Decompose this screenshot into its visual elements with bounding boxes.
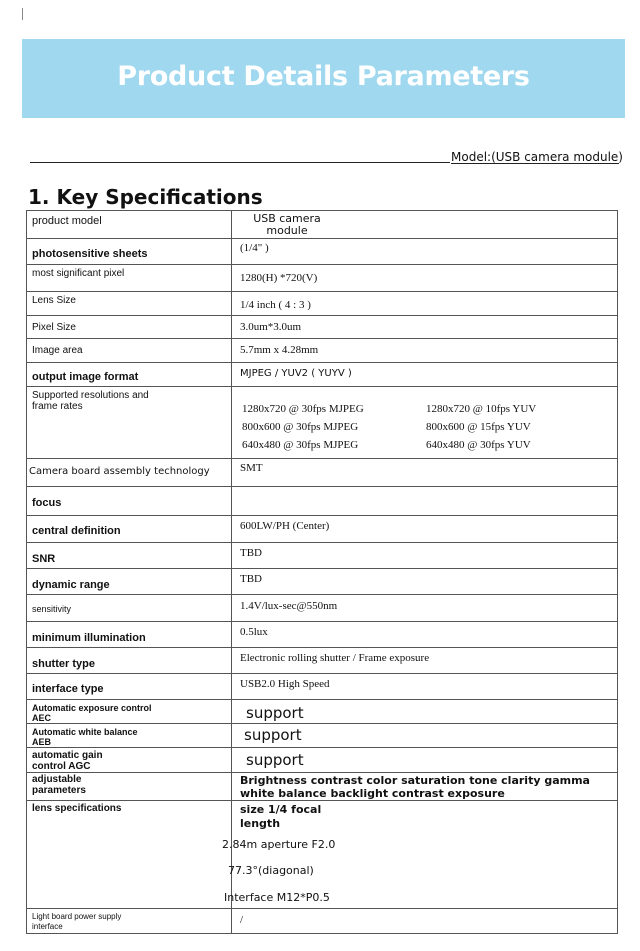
title-banner — [22, 39, 625, 118]
spec-label: shutter type — [32, 658, 95, 670]
table-row — [27, 648, 618, 674]
spec-label: product model — [32, 215, 102, 227]
table-row — [27, 909, 618, 934]
table-row — [27, 595, 618, 622]
spec-value: 0.5lux — [240, 626, 268, 638]
banner-title: Product Details Parameters — [117, 61, 530, 92]
spec-value: USB camera module — [253, 212, 321, 237]
spec-value: USB2.0 High Speed — [240, 678, 330, 690]
support-value: support — [246, 751, 304, 769]
spec-value: / — [240, 914, 244, 926]
table-row — [27, 459, 618, 487]
table-row — [27, 265, 618, 292]
spec-label: dynamic range — [32, 579, 110, 591]
spec-label: Automatic exposure control AEC — [32, 703, 152, 723]
spec-label: Lens Size — [32, 295, 76, 306]
spec-value: (1/4" ) — [240, 242, 269, 254]
resolution-grid — [232, 387, 617, 451]
top-tick-mark — [22, 8, 23, 20]
spec-label: Pixel Size — [32, 322, 76, 333]
spec-label: Supported resolutions and frame rates — [32, 390, 149, 412]
model-underline — [30, 162, 450, 163]
resolution-cell: 800x600 @ 15fps YUV — [426, 421, 531, 433]
table-row — [27, 387, 618, 459]
spec-value: SMT — [240, 462, 263, 474]
section-title: 1. Key Specifications — [28, 185, 263, 209]
lens-length: length — [240, 817, 281, 830]
spec-value: 1/4 inch ( 4 : 3 ) — [240, 299, 311, 311]
table-row — [27, 316, 618, 339]
adjustable-line: white balance backlight contrast exposure — [240, 787, 505, 800]
spec-value: TBD — [240, 547, 262, 559]
resolution-cell: 640x480 @ 30fps MJPEG — [242, 439, 359, 451]
resolution-cell: 800x600 @ 30fps MJPEG — [242, 421, 359, 433]
spec-table — [26, 210, 618, 934]
resolution-cell: 1280x720 @ 10fps YUV — [426, 403, 537, 415]
spec-label: Image area — [32, 345, 83, 356]
spec-label: Camera board assembly technology — [29, 466, 210, 477]
table-row — [27, 674, 618, 700]
spec-value: Electronic rolling shutter / Frame exposure — [240, 652, 430, 664]
spec-label: lens specifications — [32, 803, 122, 814]
table-row — [27, 801, 618, 909]
adjustable-line: Brightness contrast color saturation tone clarity gamma — [240, 774, 590, 787]
support-value: support — [244, 726, 302, 744]
adjustable-values — [232, 773, 617, 800]
spec-value: 1.4V/lux-sec@550nm — [240, 600, 338, 612]
table-row — [27, 211, 618, 239]
spec-value: 3.0um*3.0um — [240, 321, 302, 333]
table-row — [27, 363, 618, 387]
spec-label: focus — [32, 497, 62, 509]
spec-label: sensitivity — [32, 604, 72, 614]
table-row — [27, 543, 618, 569]
table-row — [27, 724, 618, 748]
resolution-cell: 640x480 @ 30fps YUV — [426, 439, 531, 451]
spec-label: interface type — [32, 683, 104, 695]
table-row — [27, 516, 618, 543]
spec-label: SNR — [32, 553, 56, 565]
spec-label: photosensitive sheets — [32, 248, 148, 260]
spec-label: output image format — [32, 371, 139, 383]
table-row — [27, 622, 618, 648]
table-row — [27, 748, 618, 773]
table-row — [27, 700, 618, 724]
spec-value: 1280(H) *720(V) — [240, 272, 318, 284]
table-row — [27, 292, 618, 316]
model-label: Model:(USB camera module) — [451, 150, 623, 164]
lens-size: size 1/4 focal — [240, 803, 322, 816]
model-label-underline — [451, 163, 619, 164]
spec-value — [232, 487, 617, 494]
lens-aperture: 2.84m aperture F2.0 — [222, 838, 336, 851]
table-row — [27, 239, 618, 265]
spec-label: most significant pixel — [32, 268, 125, 279]
lens-fov: 77.3°(diagonal) — [228, 864, 314, 877]
spec-label: minimum illumination — [32, 632, 146, 644]
spec-label: Light board power supply interface — [32, 912, 122, 931]
spec-value: TBD — [240, 573, 262, 585]
table-row — [27, 569, 618, 595]
spec-label: Automatic white balance AEB — [32, 727, 138, 747]
support-value: support — [246, 704, 304, 722]
resolution-cell: 1280x720 @ 30fps MJPEG — [242, 403, 364, 415]
table-row — [27, 487, 618, 516]
spec-label: central definition — [32, 525, 121, 537]
spec-value: 600LW/PH (Center) — [240, 520, 330, 532]
spec-value: MJPEG / YUV2 ( YUYV ) — [240, 368, 352, 379]
table-row — [27, 339, 618, 363]
spec-value: 5.7mm x 4.28mm — [240, 344, 319, 356]
spec-label: adjustable parameters — [32, 774, 86, 796]
lens-interface: Interface M12*P0.5 — [224, 891, 330, 904]
spec-label: automatic gain control AGC — [32, 750, 103, 772]
table-row — [27, 773, 618, 801]
